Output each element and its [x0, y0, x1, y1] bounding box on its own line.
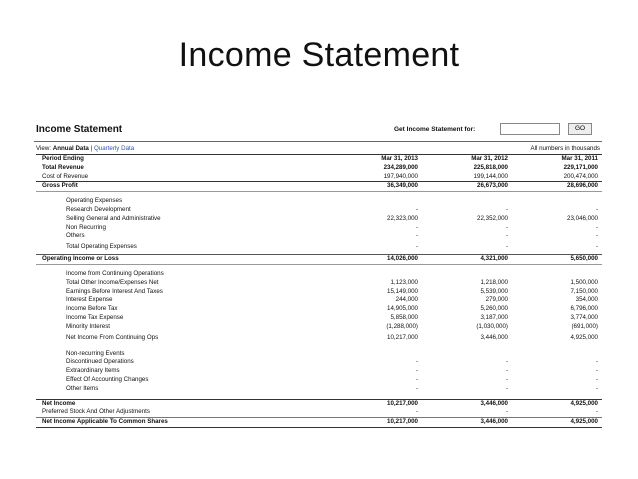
net-income-common-row [36, 418, 602, 428]
other-income-row [36, 279, 602, 288]
row-label: Net Income From Continuing Ops [66, 333, 159, 341]
row-label: Total Other Income/Expenses Net [66, 278, 159, 286]
row-label: Total Operating Expenses [66, 243, 137, 251]
net-income-continuing-row [36, 332, 602, 345]
row-value: 3,446,000 [422, 418, 512, 428]
row-value: 5,539,000 [480, 287, 508, 295]
row-value: - [415, 243, 418, 251]
period-ending-row [36, 155, 602, 164]
minority-interest-row [36, 323, 602, 332]
section-heading-row [36, 197, 602, 206]
discontinued-operations-row [36, 358, 602, 367]
row-value: 1,123,000 [390, 278, 418, 286]
non-recurring-row [36, 224, 602, 233]
row-label: Operating Income or Loss [36, 255, 332, 265]
annual-data-tab[interactable]: Annual Data [52, 145, 89, 152]
income-before-tax-row [36, 305, 602, 314]
row-label: Gross Profit [36, 182, 332, 192]
row-value: 26,673,000 [422, 182, 512, 192]
row-label: Effect Of Accounting Changes [66, 375, 149, 383]
row-value: 3,187,000 [480, 313, 508, 321]
row-value: 10,217,000 [332, 418, 422, 428]
row-label: Selling General and Administrative [66, 214, 161, 222]
row-label: Preferred Stock And Other Adjustments [42, 408, 150, 416]
row-value: (1,288,000) [386, 322, 418, 330]
ticker-search-input[interactable] [500, 123, 560, 135]
view-separator: | [90, 145, 93, 152]
row-value: - [595, 367, 598, 375]
preferred-stock-row [36, 408, 602, 417]
extraordinary-items-row [36, 367, 602, 376]
panel-heading: Income Statement [36, 124, 123, 135]
cost-of-revenue-row [36, 173, 602, 182]
units-note: All numbers in thousands [530, 145, 600, 152]
row-label: Extraordinary Items [66, 367, 120, 375]
row-label: Total Revenue [42, 163, 84, 171]
row-value: - [595, 408, 598, 416]
row-value: 5,650,000 [512, 255, 602, 265]
row-label: Interest Expense [66, 296, 113, 304]
row-label: Income Tax Expense [66, 313, 124, 321]
section-heading: Income from Continuing Operations [66, 269, 164, 277]
row-value: - [415, 232, 418, 240]
row-value: 28,696,000 [512, 182, 602, 192]
row-label: Minority Interest [66, 322, 111, 330]
row-value: 4,925,000 [512, 399, 602, 408]
total-revenue-row [36, 164, 602, 173]
row-value: - [595, 358, 598, 366]
row-value: 10,217,000 [332, 399, 422, 408]
row-value: 14,905,000 [387, 305, 418, 313]
section-heading: Non-recurring Events [66, 349, 125, 357]
other-items-row [36, 385, 602, 394]
row-label: Other Items [66, 384, 99, 392]
gross-profit-row [36, 182, 602, 192]
row-value: 22,352,000 [477, 214, 508, 222]
row-value: - [505, 232, 508, 240]
operating-income-row [36, 255, 602, 265]
row-value: 5,260,000 [480, 305, 508, 313]
row-value: - [505, 375, 508, 383]
row-value: 3,446,000 [480, 333, 508, 341]
row-label: Cost of Revenue [42, 172, 89, 180]
row-value: 3,446,000 [422, 399, 512, 408]
row-value: 5,858,000 [390, 313, 418, 321]
view-toggle-row [34, 142, 602, 154]
income-statement-table [36, 154, 602, 428]
row-label: Discontinued Operations [66, 358, 134, 366]
period-header: Mar 31, 2012 [422, 155, 512, 164]
view-prefix: View: [36, 145, 52, 152]
row-value: - [595, 384, 598, 392]
section-heading: Operating Expenses [66, 197, 123, 205]
section-heading-row [36, 350, 602, 359]
row-label: Income Before Tax [66, 305, 118, 313]
row-value: 6,796,000 [570, 305, 598, 313]
row-value: (1,030,000) [476, 322, 508, 330]
row-value: 23,046,000 [567, 214, 598, 222]
row-value: 4,925,000 [512, 418, 602, 428]
row-value: 36,349,000 [332, 182, 422, 192]
income-statement-panel [34, 120, 602, 428]
row-value: 14,026,000 [332, 255, 422, 265]
ebit-row [36, 288, 602, 297]
row-value: - [505, 384, 508, 392]
period-header: Mar 31, 2013 [332, 155, 422, 164]
row-value: 10,217,000 [387, 333, 418, 341]
row-value: 225,818,000 [473, 163, 508, 171]
quarterly-data-link[interactable]: Quarterly Data [93, 145, 135, 152]
view-toggle [36, 145, 134, 152]
total-operating-expenses-row [36, 241, 602, 255]
row-value: - [415, 205, 418, 213]
income-tax-expense-row [36, 314, 602, 323]
row-value: 7,150,000 [570, 287, 598, 295]
row-value: - [505, 243, 508, 251]
row-value: - [505, 358, 508, 366]
row-value: - [505, 367, 508, 375]
row-value: - [415, 367, 418, 375]
row-value: 4,925,000 [570, 333, 598, 341]
row-value: 354,000 [575, 296, 598, 304]
row-label: Net Income Applicable To Common Shares [36, 418, 332, 428]
row-value: - [595, 243, 598, 251]
lookup-label: Get Income Statement for: [394, 126, 476, 133]
row-value: 200,474,000 [563, 172, 598, 180]
interest-expense-row [36, 296, 602, 305]
go-button[interactable]: GO [568, 123, 592, 135]
row-value: - [595, 205, 598, 213]
slide-title: Income Statement [178, 36, 460, 74]
row-label: Research Development [66, 205, 131, 213]
row-value: - [505, 205, 508, 213]
sga-row [36, 215, 602, 224]
row-value: 1,500,000 [570, 278, 598, 286]
period-header: Mar 31, 2011 [512, 155, 602, 164]
row-label: Others [66, 232, 85, 240]
row-value: 22,323,000 [387, 214, 418, 222]
row-value: 3,774,000 [570, 313, 598, 321]
others-row [36, 232, 602, 241]
panel-header [34, 120, 602, 142]
row-value: 199,144,000 [473, 172, 508, 180]
net-income-row [36, 399, 602, 408]
row-value: 1,218,000 [480, 278, 508, 286]
row-label: Non Recurring [66, 223, 106, 231]
row-value: 15,149,000 [387, 287, 418, 295]
accounting-changes-row [36, 376, 602, 385]
row-value: - [415, 375, 418, 383]
row-value: - [595, 232, 598, 240]
row-value: 229,171,000 [563, 163, 598, 171]
row-value: - [415, 384, 418, 392]
row-value: - [415, 358, 418, 366]
row-value: 279,000 [485, 296, 508, 304]
section-heading-row [36, 270, 602, 279]
row-value: - [415, 223, 418, 231]
row-label: Period Ending [36, 155, 332, 164]
row-value: 4,321,000 [422, 255, 512, 265]
row-value: - [505, 223, 508, 231]
row-value: - [595, 223, 598, 231]
row-value: - [415, 408, 418, 416]
row-label: Earnings Before Interest And Taxes [66, 287, 163, 295]
row-value: 244,000 [395, 296, 418, 304]
row-value: - [505, 408, 508, 416]
research-development-row [36, 206, 602, 215]
row-value: (691,000) [571, 322, 598, 330]
row-value: 197,940,000 [383, 172, 418, 180]
row-value: 234,289,000 [383, 163, 418, 171]
row-value: - [595, 375, 598, 383]
row-label: Net Income [36, 399, 332, 408]
